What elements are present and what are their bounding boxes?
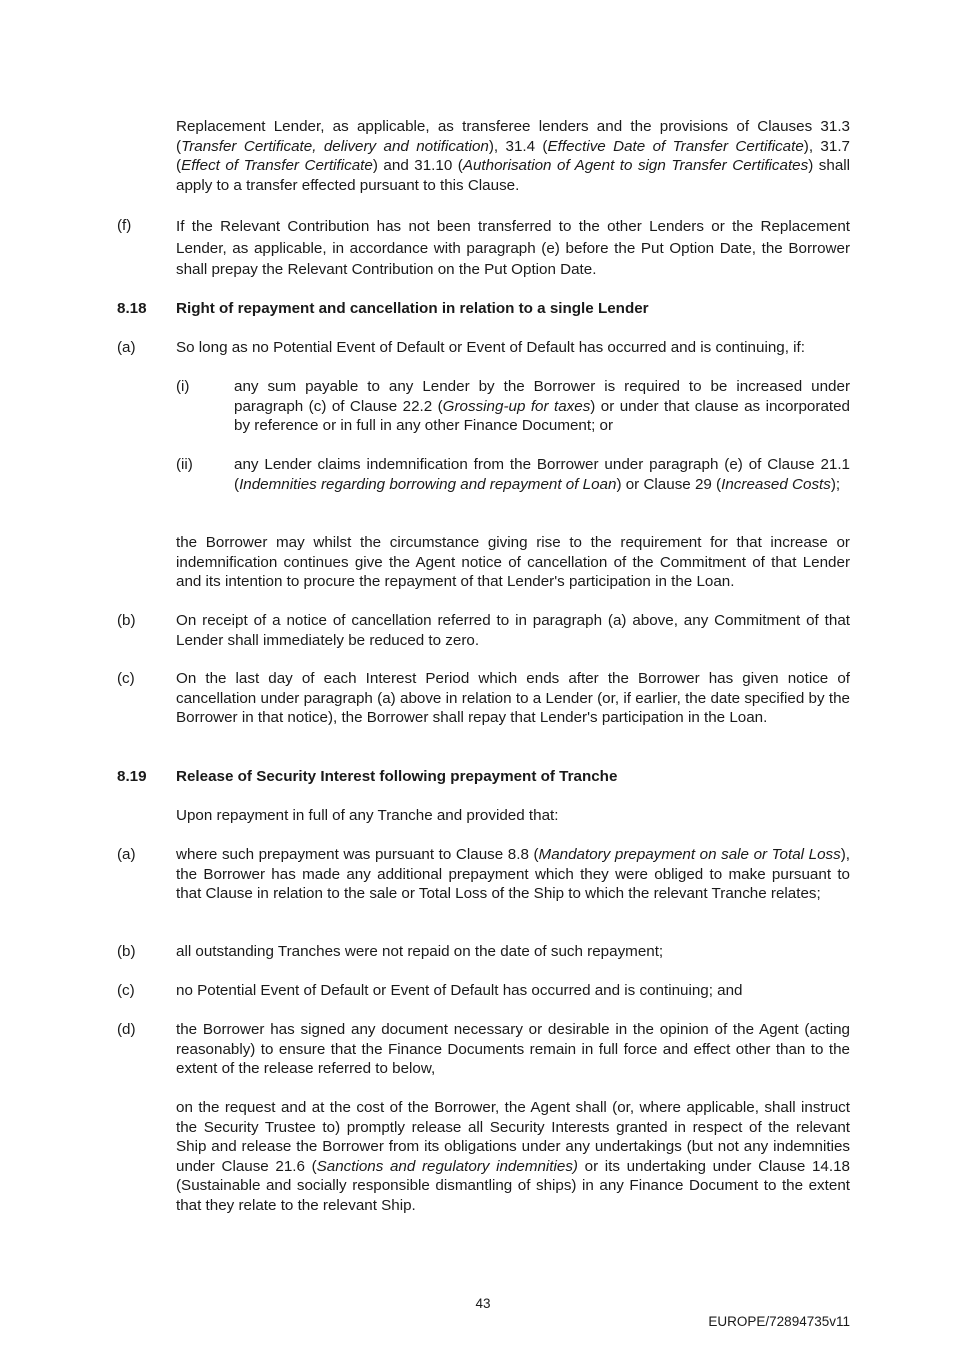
s818-i-text: any sum payable to any Lender by the Borrower is required to be increased under paragraph (c) of Clause 22.2 (Grossing-up for taxes) or under that clause as incorporated by reference or in full in any other Finance Document; or <box>234 378 850 435</box>
s819-tail-text: on the request and at the cost of the Borrower, the Agent shall (or, where applicable, shall instruct the Security Trustee to) promptly release all Security Interests granted in respect of the relevant Ship and release the Borrower from its obligations under any undertakings (but not any indemnities under Clause 21.6 (Sanctions and regulatory indemnities) or its undertaking under Clause 14.18 (Sustainable and socially responsible dismantling of ships) in any Finance Document to the extent that they relate to the relevant Ship. <box>176 1099 850 1214</box>
s818-b-text: On receipt of a notice of cancellation referred to in paragraph (a) above, any Commitment of that Lender shall immediately be reduced to zero. <box>176 612 850 649</box>
s819-d-label: (d) <box>117 1021 136 1038</box>
page-number: 43 <box>475 1296 491 1311</box>
s819-a-text: where such prepayment was pursuant to Clause 8.8 (Mandatory prepayment on sale or Total Loss), the Borrower has made any additional prepayment which they were obliged to make pursuant to that Clause in relation to the sale or Total Loss of the Ship to which the relevant Tranche relates; <box>176 846 850 903</box>
intro-paragraph: Replacement Lender, as applicable, as transferee lenders and the provisions of Clauses 31.3 (Transfer Certificate, delivery and notification), 31.4 (Effective Date of Transfer Certificate), 31.7 (Effect of Transfer Certificate) and 31.10 (Authorisation of Agent to sign Transfer Certificates) shall apply to a transfer effected pursuant to this Clause. <box>176 118 851 194</box>
para-f-label: (f) <box>117 217 132 234</box>
section-819-heading: Release of Security Interest following prepayment of Tranche <box>176 768 618 785</box>
s819-b-text: all outstanding Tranches were not repaid on the date of such repayment; <box>176 943 664 960</box>
s818-a-text: So long as no Potential Event of Default or Event of Default has occurred and is continuing, if: <box>176 339 805 356</box>
s818-b-label: (b) <box>117 612 136 629</box>
s818-c-text: On the last day of each Interest Period which ends after the Borrower has given notice of cancellation under paragraph (a) above in relation to a Lender (or, if earlier, the date specified by the Borrower in that notice), the Borrower shall repay that Lender's participation in the Loan. <box>176 670 850 727</box>
s819-a-label: (a) <box>117 846 136 863</box>
section-818-number: 8.18 <box>117 300 147 317</box>
s818-c-label: (c) <box>117 670 135 687</box>
s819-c-label: (c) <box>117 982 135 999</box>
s819-d-text: the Borrower has signed any document necessary or desirable in the opinion of the Agent (acting reasonably) to ensure that the Finance Documents remain in full force and effect other than to the extent of the release referred to below, <box>176 1021 850 1078</box>
s819-c-text: no Potential Event of Default or Event of Default has occurred and is continuing; and <box>176 982 743 999</box>
s819-b-label: (b) <box>117 943 136 960</box>
s819-intro-text: Upon repayment in full of any Tranche and provided that: <box>176 807 559 824</box>
document-reference: EUROPE/72894735v11 <box>708 1314 850 1329</box>
s818-ii-text: any Lender claims indemnification from the Borrower under paragraph (e) of Clause 21.1 (Indemnities regarding borrowing and repayment of Loan) or Clause 29 (Increased Costs); <box>234 456 850 493</box>
s818-ii-label: (ii) <box>176 456 193 473</box>
para-f-text: If the Relevant Contribution has not been transferred to the other Lenders or the Replacement Lender, as applicable, in accordance with paragraph (e) before the Put Option Date, the Borrower shall prepay the Relevant Contribution on the Put Option Date. <box>176 218 850 278</box>
s818-tail-text: the Borrower may whilst the circumstance giving rise to the requirement for that increase or indemnification continues give the Agent notice of cancellation of the Commitment of that Lender and its intention to procure the repayment of that Lender's participation in the Loan. <box>176 534 850 591</box>
s818-a-label: (a) <box>117 339 136 356</box>
section-818-heading: Right of repayment and cancellation in relation to a single Lender <box>176 300 649 317</box>
section-819-number: 8.19 <box>117 768 147 785</box>
s818-i-label: (i) <box>176 378 190 395</box>
